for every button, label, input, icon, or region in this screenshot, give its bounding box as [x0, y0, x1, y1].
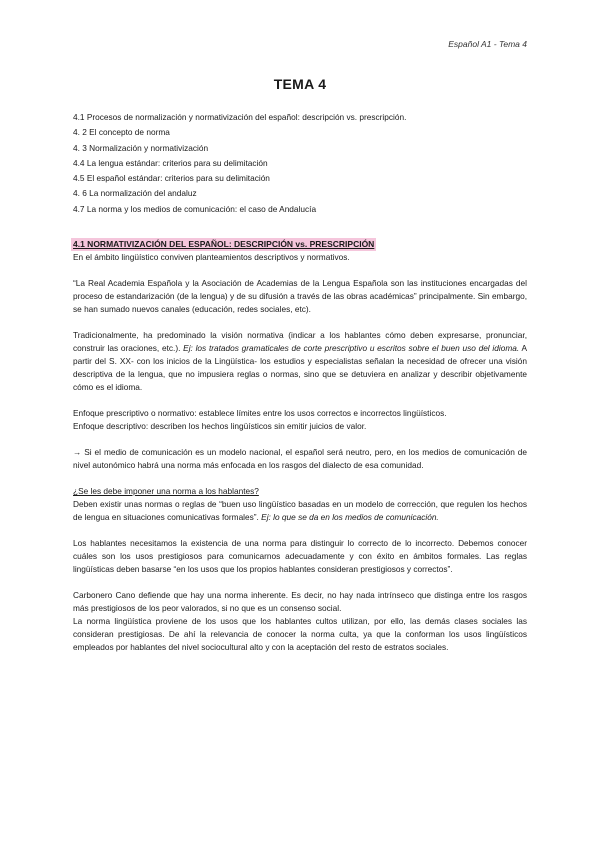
running-header: Español A1 - Tema 4 — [448, 39, 527, 49]
intro-paragraph: En el ámbito lingüístico conviven planteamientos descriptivos y normativos. — [73, 252, 350, 262]
section-heading: 4.1 NORMATIVIZACIÓN DEL ESPAÑOL: DESCRIPCIÓN vs. PRESCRIPCIÓN — [73, 239, 375, 249]
answer-paragraph: Deben existir unas normas o reglas de “buen uso lingüístico basadas en un modelo de corrección, que regulen los hechos de lengua en situaciones comunicativas formales”. Ej: lo que se da en los medios de comunicación. — [73, 499, 527, 522]
quote-paragraph: “La Real Academia Española y la Asociación de Academias de la Lengua Española son las instituciones encargadas del proceso de estandarización (de la lengua) y de su difusión a través de las obras académicas” principalmente. Sin embargo, se han sumado nuevos canales (educación, redes sociales, etc). — [73, 278, 527, 314]
toc-item: 4.7 La norma y los medios de comunicación: el caso de Andalucía — [73, 203, 317, 214]
toc-item: 4. 3 Normalización y normativización — [73, 142, 209, 153]
prescriptive-definition: Enfoque prescriptivo o normativo: establece límites entre los usos correctos e incorrectos lingüísticos. — [73, 408, 447, 418]
toc-item: 4.5 El español estándar: criterios para su delimitación — [73, 173, 270, 184]
page-title: TEMA 4 — [273, 76, 327, 92]
section-body — [73, 238, 527, 654]
table-of-contents — [73, 110, 533, 217]
toc-item: 4.4 La lengua estándar: criterios para su delimitación — [73, 157, 268, 168]
traditional-paragraph: Tradicionalmente, ha predominado la visión normativa (indicar a los hablantes cómo deben expresarse, pronunciar, construir las oraciones, etc.). Ej: los tratados gramaticales de corte prescriptivo u escritos sobre el buen uso del idioma. A partir del S. XX- con los inicios de la Lingüística- los estudios y especialistas señalan la necesidad de ofrecer una visión descriptiva de la lengua, que no impusiera reglas o normas, sino que se detuviera en analizar y describir objetivamente cómo es el idioma. — [73, 330, 527, 392]
question-heading: ¿Se les debe imponer una norma a los hablantes? — [73, 486, 259, 496]
toc-item: 4. 2 El concepto de norma — [73, 127, 170, 138]
carbonero-paragraph: Carbonero Cano defiende que hay una norma inherente. Es decir, no hay nada intrínseco que distinga entre los rasgos más prestigiosos de los peor valorados, si no que es un consenso social. — [73, 590, 527, 613]
toc-item: 4. 6 La normalización del andaluz — [73, 188, 197, 199]
descriptive-definition: Enfoque descriptivo: describen los hechos lingüísticos sin emitir juicios de valor. — [73, 421, 367, 431]
example-text: Ej: lo que se da en los medios de comunicación. — [261, 512, 439, 522]
cultured-norm-paragraph: La norma lingüística proviene de los usos que los hablantes cultos utilizan, por ello, las demás clases sociales las consideran prestigiosas. De ahí la relevancia de conocer la norma culta, ya que la conforman los usos lingüísticos empleados por hablantes del nivel sociocultural alto y con la aceptación del resto de estratos sociales. — [73, 616, 527, 652]
arrow-note: → Si el medio de comunicación es un modelo nacional, el español será neutro, pero, en los medios de comunicación de nivel autonómico habrá una norma más enfocada en los rasgos del dialecto de esa comunidad. — [73, 447, 527, 470]
toc-item: 4.1 Procesos de normalización y normativización del español: descripción vs. prescripción. — [73, 112, 407, 122]
example-text: Ej: los tratados gramaticales de corte prescriptivo u escritos sobre el buen uso del idioma. — [183, 343, 520, 353]
necessity-paragraph: Los hablantes necesitamos la existencia de una norma para distinguir lo correcto de lo incorrecto. Debemos conocer cuáles son los usos prestigiosos para comunicarnos adecuadamente y con éxito en ámbitos formales. Las reglas lingüísticas deben basarse “en los usos que los propios hablantes consideran prestigiosos y correctos”. — [73, 538, 527, 574]
